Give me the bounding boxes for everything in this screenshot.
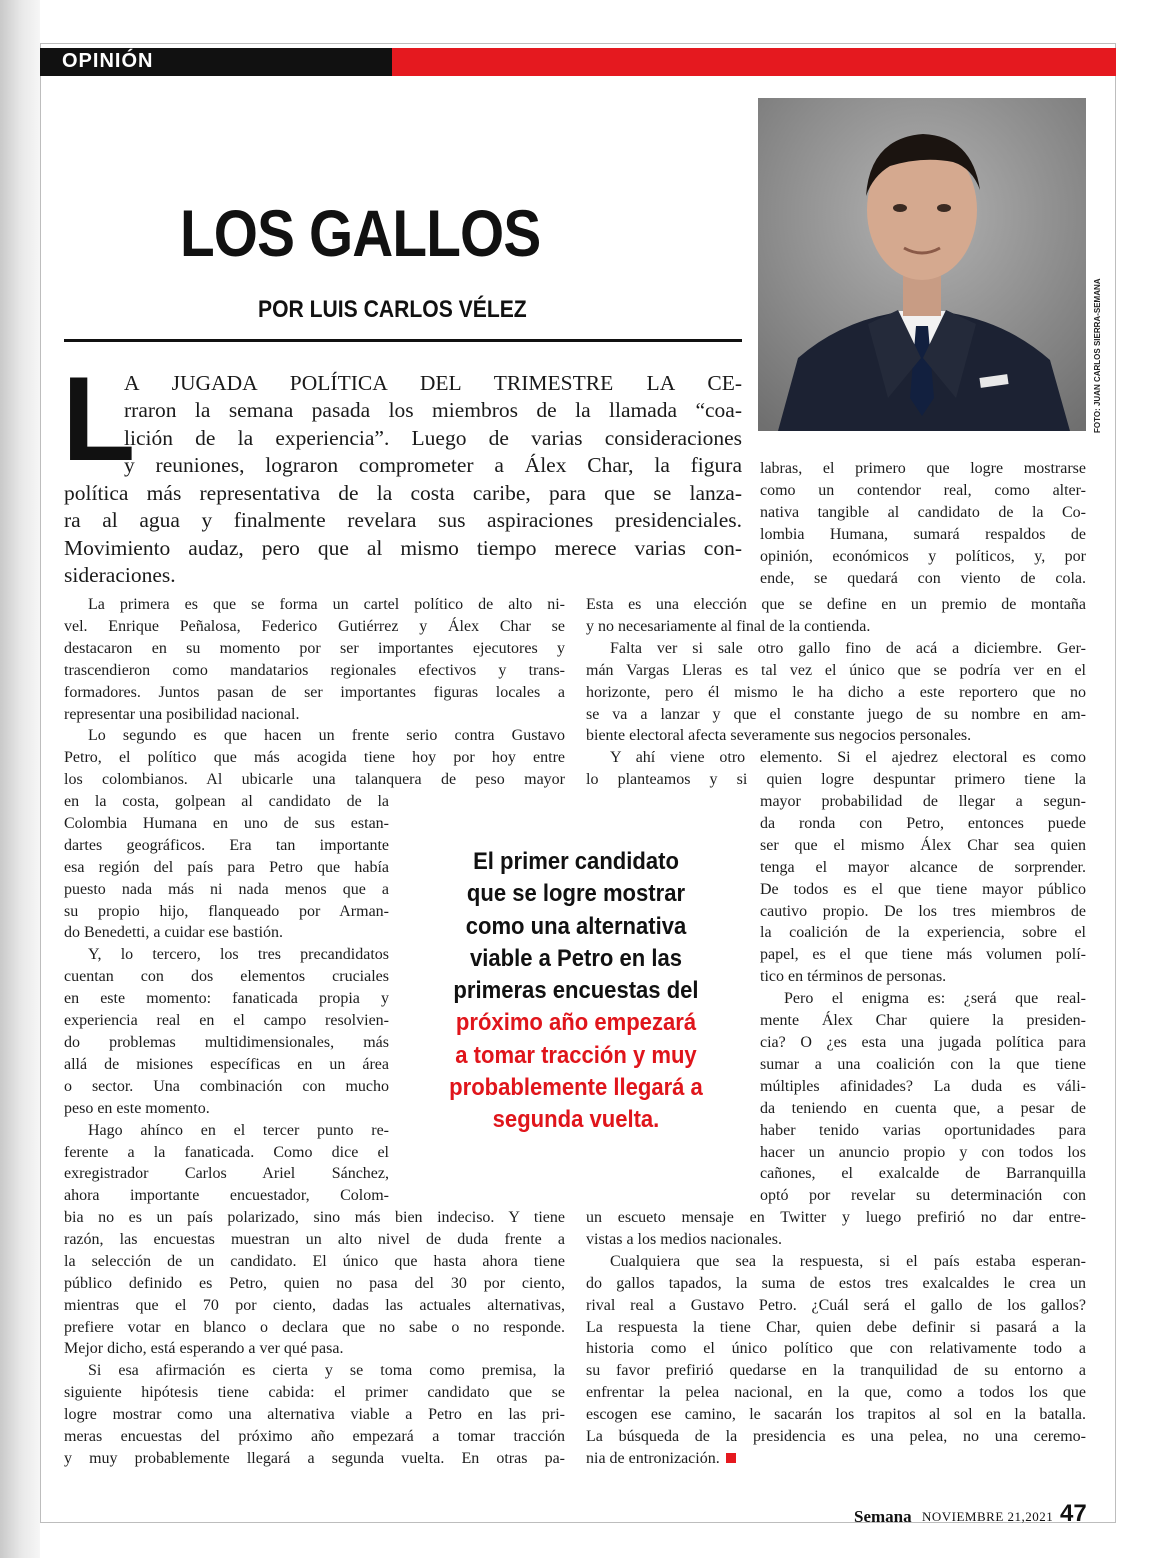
title-rule	[64, 339, 742, 342]
text-line: biente electoral afecta severamente sus negocios personales.	[586, 727, 972, 745]
author-photo	[758, 98, 1086, 431]
text-line: trascendieron como mandatarios regionales efectivos y trans-	[64, 661, 565, 679]
text-line: ende, se quedará con viento de cola.	[760, 569, 1086, 587]
article-title: LOS GALLOS	[180, 196, 541, 270]
pull-quote-line: como una alternativa	[465, 912, 687, 940]
text-line: ahora importante encuestador, Colom-	[64, 1187, 389, 1205]
text-line: y muy probablemente llegará a segunda vuelta. En otras pa-	[64, 1449, 565, 1467]
column-2-middle	[586, 594, 1086, 791]
lede-line: política más representativa de la costa caribe, para que se lanza-	[64, 481, 742, 505]
text-line: Mejor dicho, está esperando a ver qué pasa.	[64, 1340, 344, 1358]
pull-quote-line: El primer candidato	[473, 848, 679, 875]
text-line: cañones, el exalcalde de Barranquilla	[760, 1165, 1086, 1183]
pull-quote-highlight-line: próximo año empezará	[455, 1009, 697, 1037]
lede-line: rraron la semana pasada los miembros de la llamada “coa-	[124, 398, 742, 422]
text-line: labras, el primero que logre mostrarse	[760, 460, 1086, 477]
text-line: peso en este momento.	[64, 1099, 210, 1117]
text-line: La respuesta la tiene Char, quien debe definir si pasará a la	[586, 1318, 1086, 1336]
pull-quote-highlight-line: probablemente llegará a	[449, 1074, 703, 1102]
footer-date: NOVIEMBRE 21,2021	[922, 1509, 1054, 1524]
text-line: un escueto mensaje en Twitter y luego prefirió no dar entre-	[586, 1209, 1086, 1226]
text-line: como un contendor real, como alter-	[760, 481, 1086, 499]
drop-cap: L	[62, 352, 136, 486]
text-line: o sector. Una combinación con mucho	[64, 1077, 389, 1095]
text-line: da teniendo en cuenta que, a pesar de	[760, 1099, 1086, 1117]
text-line: nativa tangible al candidato de la Co-	[760, 503, 1086, 521]
text-line: Esta es una elección que se define en un premio de montaña	[586, 596, 1086, 613]
text-line: esa región del país para Petro que había	[64, 858, 389, 876]
text-line: horizonte, pero él mismo le ha dicho a este reportero que no	[586, 683, 1086, 701]
text-line: la selección de un candidato. El único que hasta ahora tiene	[64, 1252, 565, 1270]
text-line: allá de misiones específicas en un área	[64, 1055, 389, 1073]
text-line: Petro, el político que más acogida tiene hoy por hoy entre	[64, 749, 565, 767]
text-line: do gallos tapados, la suma de estos tres exalcaldes le crea un	[586, 1274, 1086, 1292]
column-2-under-photo	[760, 458, 1086, 589]
page-number: 47	[1060, 1500, 1087, 1527]
lede-line: sideraciones.	[64, 563, 176, 587]
text-line: formadores. Juntos pasan de ser importantes figuras locales a	[64, 683, 565, 701]
text-line: y no necesariamente al final de la contienda.	[586, 617, 871, 635]
text-line: bia no es un país polarizado, sino más bien indeciso. Y tiene	[64, 1209, 565, 1226]
text-line: experiencia real en el campo resolvien-	[64, 1012, 389, 1030]
pull-quote-highlight-line: a tomar tracción y muy	[455, 1041, 697, 1069]
text-line: su propio hijo, flanqueado por Arman-	[64, 902, 389, 920]
text-line: da ronda con Petro, entonces puede	[760, 814, 1086, 832]
text-line: cia? O ¿es esta una jugada política para	[760, 1033, 1086, 1051]
text-line: do problemas multidimensionales, más	[64, 1033, 389, 1051]
text-line: Lo segundo es que hacen un frente serio contra Gustavo	[88, 727, 565, 745]
column-2-narrow	[760, 791, 1086, 1207]
text-line: tenga el mayor alcance de sorprender.	[760, 858, 1086, 876]
text-line: do Benedetti, a cuidar ese bastión.	[64, 924, 284, 942]
pull-quote-line: que se logre mostrar	[466, 880, 686, 908]
text-line: lo planteamos y si quien logre despuntar primero tiene la	[586, 771, 1086, 789]
text-line: Cualquiera que sea la respuesta, si el país estaba esperan-	[610, 1252, 1086, 1270]
end-of-article-mark	[726, 1453, 736, 1463]
text-line: lombia Humana, sumará respaldos de	[760, 525, 1086, 543]
text-line: Colombia Humana en uno de sus estan-	[64, 814, 389, 832]
text-line: en la costa, golpean al candidato de la	[64, 793, 389, 810]
column-1-bottom	[64, 1207, 565, 1470]
text-line: en este momento: fanaticada propia y	[64, 990, 389, 1008]
column-1-top	[64, 594, 565, 791]
lede-line: Movimiento audaz, pero que al mismo tiempo merece varias con-	[64, 536, 742, 560]
text-line: destacaron en su momento por ser importantes ejecutores y	[64, 639, 565, 657]
text-line: mán Vargas Lleras es tal vez el único que se podría ver en el	[586, 661, 1086, 679]
section-bar	[40, 48, 1116, 76]
text-line: razón, las encuestas muestran un alto nivel de duda frente a	[64, 1230, 565, 1248]
lede-line: y reuniones, lograron comprometer a Álex Char, la figura	[124, 453, 742, 477]
text-line: dartes geográficos. Era tan importante	[64, 836, 389, 854]
text-line: mientras que el 70 por ciento, dadas las actuales alternativas,	[64, 1296, 565, 1314]
text-line: enfrentar la pelea nacional, en la que, como a todos los que	[586, 1384, 1086, 1402]
pull-quote	[410, 846, 742, 1137]
text-line: se va a lanzar y que el constante juego de su nombre en am-	[586, 705, 1086, 723]
text-line: puesto nada más ni nada menos que a	[64, 880, 389, 898]
article-byline: POR LUIS CARLOS VÉLEZ	[258, 296, 527, 323]
text-line: La búsqueda de la presidencia es una pelea, no una ceremo-	[586, 1428, 1086, 1446]
pull-quote-line: primeras encuestas del	[453, 977, 699, 1005]
text-line: exregistrador Carlos Ariel Sánchez,	[64, 1165, 389, 1183]
lede-line: A JUGADA POLÍTICA DEL TRIMESTRE LA CE-	[124, 371, 742, 395]
text-line: meras encuestas del próximo año empezará a tomar tracción	[64, 1428, 565, 1446]
text-line: cuentan con dos elementos cruciales	[64, 968, 389, 986]
footer-magazine-name: Semana	[854, 1507, 912, 1526]
section-label: OPINIÓN	[62, 50, 154, 72]
text-line: mente Álex Char quiere la presiden-	[760, 1012, 1086, 1030]
text-line: mayor probabilidad de llegar a segun-	[760, 793, 1086, 810]
text-line: Y ahí viene otro elemento. Si el ajedrez electoral es como	[610, 749, 1086, 767]
text-line: múltiples afinidades? La duda es váli-	[760, 1077, 1086, 1095]
photo-credit: FOTO: JUAN CARLOS SIERRA-SEMANA	[1093, 278, 1102, 433]
pull-quote-line: viable a Petro en las	[469, 944, 683, 972]
text-line: siguiente hipótesis tiene cabida: el primer candidato que se	[64, 1384, 565, 1402]
text-line: ferente a la fanaticada. Como dice el	[64, 1143, 389, 1161]
portrait-illustration	[758, 98, 1086, 431]
text-line: la coalición de la experiencia, sobre el	[760, 924, 1086, 942]
text-line: sumar a una coalición con la que tiene	[760, 1055, 1086, 1073]
text-line: opinión, económicos y políticos, y, por	[760, 547, 1086, 565]
text-line: los colombianos. Al ubicarle una talanquera de peso mayor	[64, 771, 565, 789]
text-line: cautivo propio. De los tres miembros de	[760, 902, 1086, 920]
text-line: historia como el único político que con relativamente todo a	[586, 1340, 1086, 1358]
page-spine-shadow	[0, 0, 40, 1558]
text-line: hacer un anuncio propio y con todos los	[760, 1143, 1086, 1161]
text-line: vel. Enrique Peñalosa, Federico Gutiérrez y Álex Char se	[64, 617, 565, 635]
text-line: tico en términos de personas.	[760, 968, 947, 986]
text-line: representar una posibilidad nacional.	[64, 705, 300, 723]
text-line: Falta ver si sale otro gallo fino de acá a diciembre. Ger-	[610, 639, 1086, 657]
text-line: vistas a los medios nacionales.	[586, 1230, 782, 1248]
text-line: Y, lo tercero, los tres precandidatos	[88, 946, 389, 964]
text-line: haber tenido varias oportunidades para	[760, 1121, 1086, 1139]
text-line: papel, es el que tiene más volumen polí-	[760, 946, 1086, 964]
text-line: Hago ahínco en el tercer punto re-	[88, 1121, 389, 1139]
text-line: su favor prefirió quedarse en la tranquilidad de su entorno a	[586, 1362, 1086, 1380]
lede-line: ra al agua y finalmente revelara sus aspiraciones presidenciales.	[64, 508, 742, 532]
text-line: nia de entronización.	[586, 1448, 1086, 1470]
column-1-narrow	[64, 791, 389, 1207]
column-2-bottom	[586, 1207, 1086, 1470]
text-line: optó por revelar su determinación con	[760, 1187, 1086, 1205]
text-line: logre mostrar como una alternativa viable a Petro en las pri-	[64, 1406, 565, 1424]
text-line: escogen ese camino, le sacarán los trapitos al sol en la batalla.	[586, 1406, 1086, 1424]
text-line: Si esa afirmación es cierta y se toma como premisa, la	[88, 1362, 565, 1380]
text-line: ser que el mismo Álex Char sea quien	[760, 836, 1086, 854]
text-line: rival real a Gustavo Petro. ¿Cuál será el gallo de los gallos?	[586, 1296, 1086, 1314]
text-line: público definido es Petro, quien no pasa del 30 por ciento,	[64, 1274, 565, 1292]
text-line: La primera es que se forma un cartel político de alto ni-	[88, 596, 565, 613]
lede-line: lición de la experiencia”. Luego de varias consideraciones	[124, 426, 742, 450]
text-line: prefiere votar en blanco o declara que no sabe o no responde.	[64, 1318, 565, 1336]
pull-quote-highlight-line: segunda vuelta.	[492, 1106, 660, 1134]
text-line: Pero el enigma es: ¿será que real-	[784, 990, 1086, 1008]
text-line: De todos es el que tiene mayor público	[760, 880, 1086, 898]
